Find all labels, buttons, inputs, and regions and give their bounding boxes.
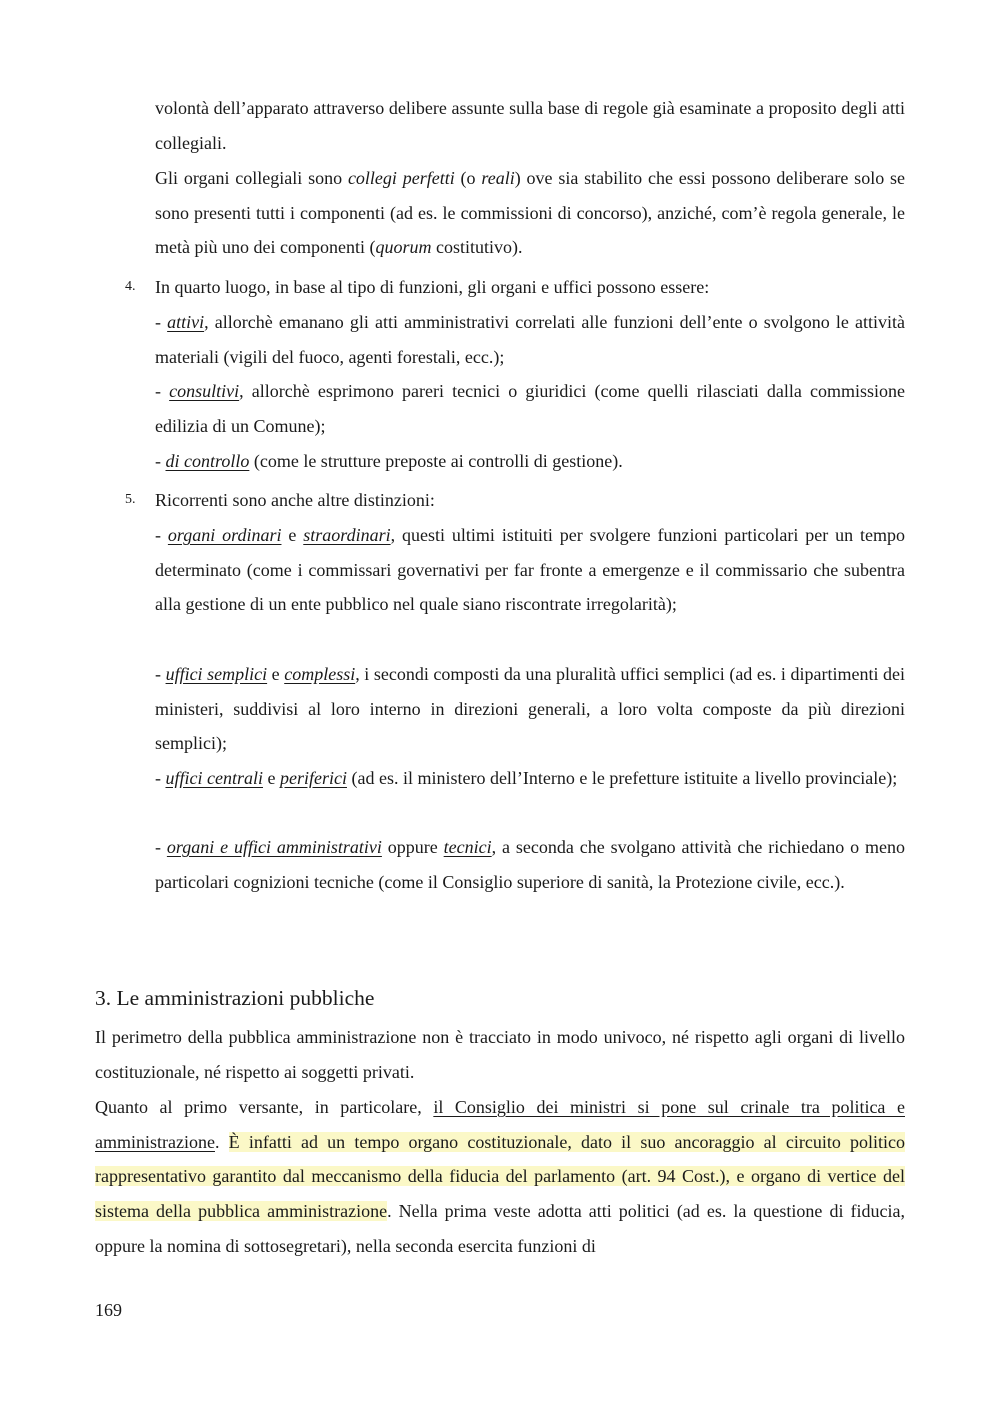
- term-complessi: complessi: [284, 664, 356, 684]
- paragraph-text: Il perimetro della pubblica amministrazione non è tracciato in modo univoco, né rispetto agli organi di livello costituzionale, né rispetto ai soggetti privati.: [95, 1027, 905, 1082]
- term-consultivi: consultivi: [169, 381, 240, 401]
- term-reali: reali: [481, 168, 515, 188]
- item-4-bullet-controllo: [155, 444, 905, 479]
- term-organi-ordinari: organi ordinari: [167, 525, 282, 545]
- term-quorum: quorum: [375, 237, 432, 258]
- item-4-intro-text: In quarto luogo, in base al tipo di funzioni, gli organi e uffici possono essere:: [155, 277, 710, 297]
- item-5-bullet-centrali: [155, 761, 905, 796]
- bullet-dash: -: [155, 381, 170, 401]
- bullet-text: , i secondi composti da una pluralità uffici semplici (ad es. i dipartimenti dei ministeri, suddivisi al loro interno in direzioni generali, a loro volta composte da più direzioni semplici);: [155, 664, 905, 754]
- bullet-dash: -: [155, 451, 166, 471]
- item-5-bullet-amministrativi: [155, 830, 905, 899]
- text-run: . Nella prima veste adotta atti politici (ad es. la questione di fiducia, oppure la nomina di sottosegretari), nella seconda esercita funzioni di: [95, 1201, 905, 1256]
- bullet-dash: -: [155, 768, 166, 788]
- list-number-5: 5.: [125, 492, 136, 507]
- bullet-text: , a seconda che svolgano attività che richiedano o meno particolari cognizioni tecniche (come il Consiglio superiore di sanità, la Protezione civile, ecc.).: [155, 837, 905, 892]
- bullet-dash: -: [155, 664, 166, 684]
- bullet-text: , allorchè esprimono pareri tecnici o giuridici (come quelli rilasciati dalla commissione edilizia di un Comune);: [155, 381, 905, 436]
- term-uffici-semplici: uffici semplici: [165, 664, 268, 684]
- section-paragraph-consiglio: [95, 1090, 905, 1264]
- text-run: e: [262, 768, 280, 788]
- section-heading: 3. Le amministrazioni pubbliche: [95, 986, 375, 1010]
- item-5-intro: [155, 483, 905, 518]
- item-5-bullet-semplici: [155, 657, 905, 761]
- bullet-text: , questi ultimi istituiti per svolgere funzioni particolari per un tempo determinato (come i commissari governativi per far fronte a emergenze e il commissario che subentra alla gestione di un ente pubblico nel quale siano riscontrate irregolarità);: [155, 525, 905, 615]
- term-attivi: attivi: [167, 312, 205, 332]
- item-4-bullet-consultivi: [155, 374, 905, 443]
- term-uffici-centrali: uffici centrali: [165, 768, 263, 788]
- item-4-bullet-attivi: [155, 305, 905, 374]
- section-paragraph-perimetro: [95, 1020, 905, 1089]
- collegial-organs-paragraph: [155, 161, 905, 265]
- text-run: e: [267, 664, 285, 684]
- term-tecnici: tecnici: [443, 837, 492, 857]
- continuation-text: volontà dell’apparato attraverso delibere assunte sulla base di regole già esaminate a proposito degli atti collegiali.: [155, 98, 905, 153]
- text-run: e: [281, 525, 304, 545]
- bullet-text: (come le strutture preposte ai controlli di gestione).: [249, 451, 623, 471]
- item-5-intro-text: Ricorrenti sono anche altre distinzioni:: [155, 490, 435, 510]
- text-run: (o: [454, 168, 482, 188]
- list-number-4: 4.: [125, 279, 136, 294]
- bullet-dash: -: [155, 525, 168, 545]
- item-4-intro: [155, 270, 905, 305]
- highlighted-passage: È infatti ad un tempo organo costituzionale, dato il suo ancoraggio al circuito politico rappresentativo garantito dal meccanismo della fiducia del parlamento (art. 94 Cost.), e organo di vertice del sistema della pubblica amministrazione: [95, 1131, 905, 1222]
- term-collegi-perfetti: collegi perfetti: [347, 168, 455, 188]
- text-run: costitutivo).: [431, 237, 523, 258]
- bullet-text: , allorchè emanano gli atti amministrativi correlati alle funzioni dell’ente o svolgono le attività materiali (vigili del fuoco, agenti forestali, ecc.);: [155, 312, 906, 367]
- text-run: ) ove sia stabilito che essi possono deliberare solo se sono presenti tutti i componenti (ad es. le commissioni di concorso), anziché, com’è regola generale, le metà più uno dei componenti (: [155, 168, 906, 258]
- underlined-passage: il Consiglio dei ministri si pone sul crinale tra politica e amministrazione: [95, 1097, 905, 1152]
- text-run: oppure: [381, 837, 444, 857]
- term-periferici: periferici: [279, 768, 347, 788]
- term-di-controllo: di controllo: [165, 451, 250, 471]
- text-run: .: [214, 1131, 229, 1152]
- page-number: 169: [95, 1300, 122, 1320]
- text-run: Quanto al primo versante, in particolare,: [95, 1097, 434, 1117]
- continuation-paragraph: [155, 91, 905, 160]
- text-run: Gli organi collegiali sono: [155, 168, 348, 188]
- bullet-dash: -: [155, 837, 167, 857]
- bullet-dash: -: [155, 312, 168, 332]
- bullet-text: (ad es. il ministero dell’Interno e le prefetture istituite a livello provinciale);: [346, 768, 898, 788]
- term-straordinari: straordinari: [303, 525, 391, 545]
- term-organi-uffici-amministrativi: organi e uffici amministrativi: [166, 837, 382, 857]
- item-5-bullet-ordinari: [155, 518, 905, 622]
